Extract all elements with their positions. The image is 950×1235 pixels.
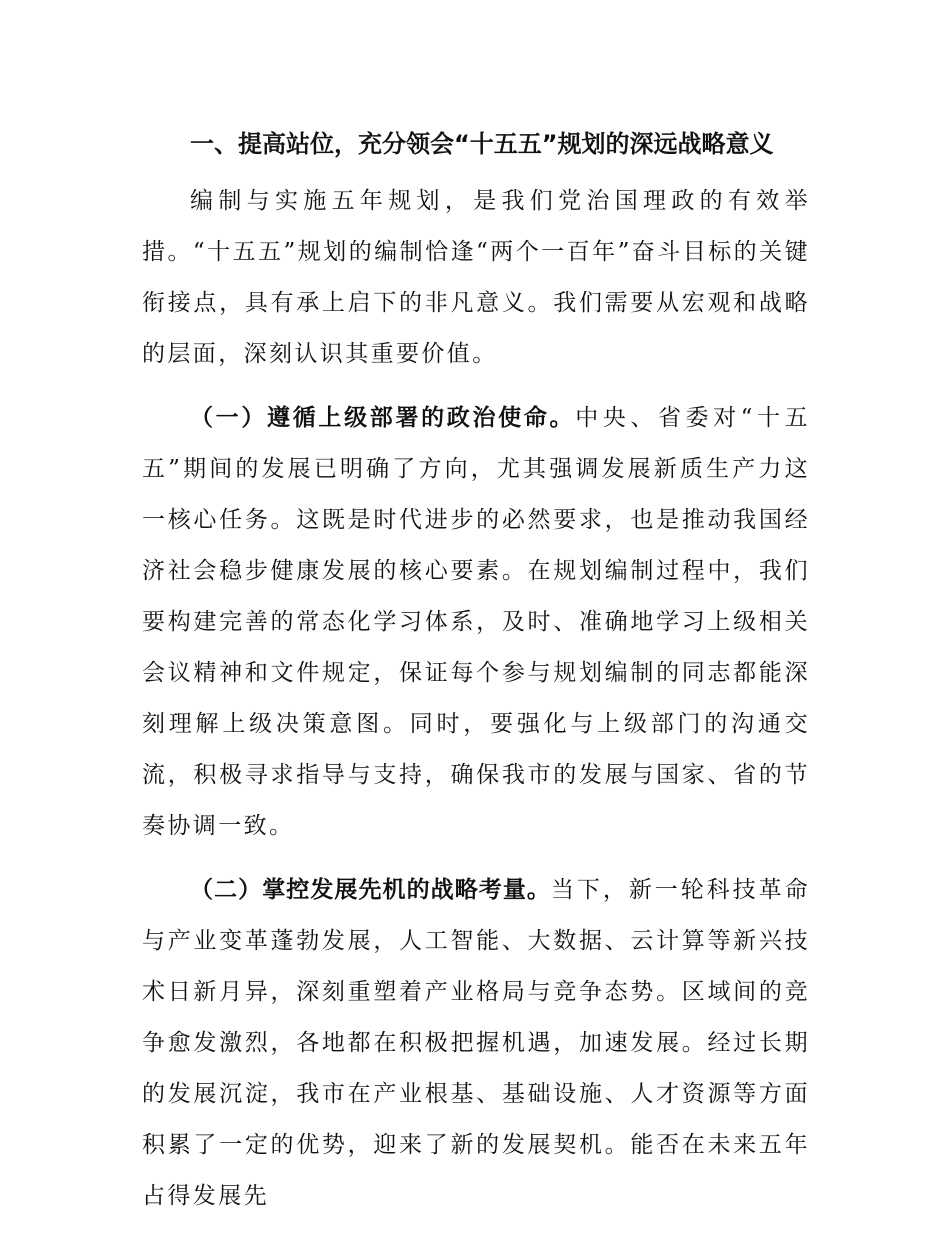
section-heading: 一、提高站位，充分领会“十五五”规划的深远战略意义 (190, 130, 774, 158)
section-2-lead: （二）掌控发展先机的战略考量。 (190, 877, 551, 903)
section-2-paragraph (142, 865, 810, 1222)
intro-paragraph: 编制与实施五年规划，是我们党治国理政的有效举措。“十五五”规划的编制恰逢“两个一百年”奋斗目标的关键衔接点，具有承上启下的非凡意义。我们需要从宏观和战略的层面，深刻认识其重要价值。 (142, 188, 810, 367)
section-1-paragraph (142, 393, 810, 852)
document-page (142, 118, 810, 1235)
section-1-lead: （一）遵循上级部署的政治使命。 (190, 405, 576, 431)
section-2-body: 当下，新一轮科技革命与产业变革蓬勃发展，人工智能、大数据、云计算等新兴技术日新月异，深刻重塑着产业格局与竞争态势。区域间的竞争愈发激烈，各地都在积极把握机遇，加速发展。经过长期的发展沉淀，我市在产业根基、基础设施、人才资源等方面积累了一定的优势，迎来了新的发展契机。能否在未来五年占得发展先 (142, 877, 810, 1209)
section-1-body: 中央、省委对“十五五”期间的发展已明确了方向，尤其强调发展新质生产力这一核心任务。这既是时代进步的必然要求，也是推动我国经济社会稳步健康发展的核心要素。在规划编制过程中，我们要构建完善的常态化学习体系，及时、准确地学习上级相关会议精神和文件规定，保证每个参与规划编制的同志都能深刻理解上级决策意图。同时，要强化与上级部门的沟通交流，积极寻求指导与支持，确保我市的发展与国家、省的节奏协调一致。 (142, 405, 811, 839)
